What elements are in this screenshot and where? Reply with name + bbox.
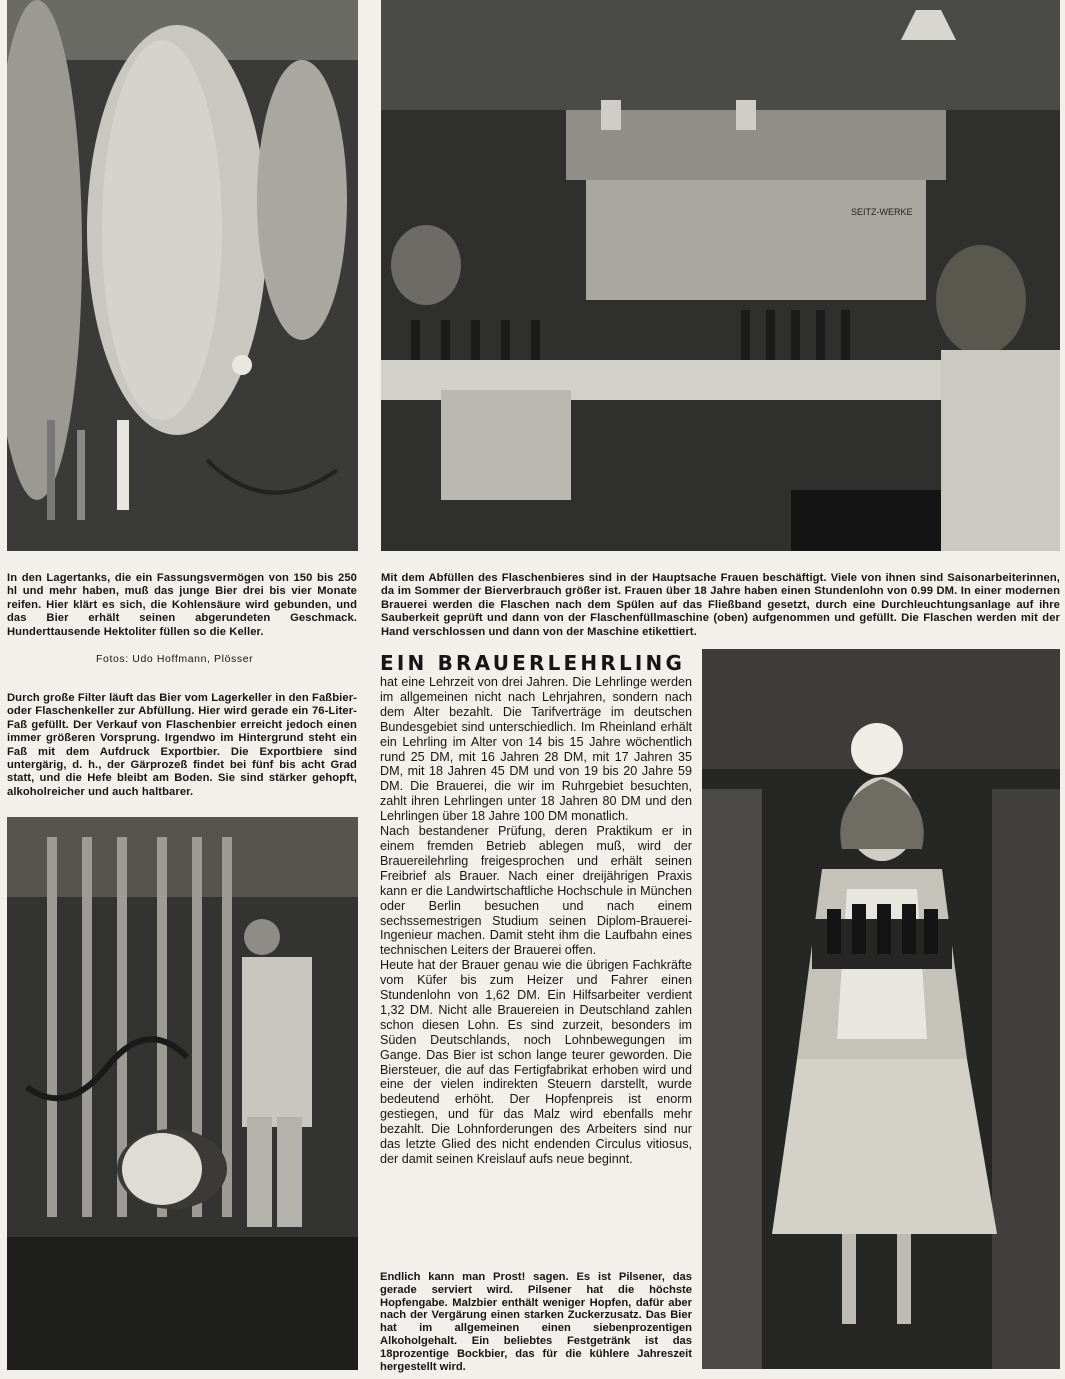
photo-bottling-line bbox=[381, 0, 1060, 551]
filter-worker-illustration bbox=[7, 817, 358, 1370]
article-headline: EIN BRAUERLEHRLING bbox=[380, 651, 686, 675]
article-paragraph-3: Heute hat der Brauer genau wie die übrigen Fachkräfte vom Küfer bis zum Heizer und Fahrer einen Stundenlohn von 1,62 DM. Ein Hilfsarbeiter verdient 1,32 DM. Nicht alle Brauereien in Deutschland zahlen schon diesen Lohn. Es sind zurzeit, besonders im Süden Deutschlands, noch Lohnbewegungen im Gange. Das Bier ist schon lange teurer geworden. Die Biersteuer, die auf das Fertigfabrikat erhoben wird und eine der vielen indirekten Steuern darstellt, wurde bedeutend erhöht. Der Hopfenpreis ist enorm gestiegen, und für das Malz wird ebenfalls mehr bezahlt. Die Lohnforderungen des Arbeiters sind nur das letzte Glied des nicht endenden Circulus vitiosus, der damit seinen Kreislauf aufs neue beginnt. bbox=[380, 958, 692, 1166]
machine-nameplate: SEITZ-WERKE bbox=[851, 207, 913, 217]
article-paragraph-1: hat eine Lehrzeit von drei Jahren. Die Lehrlinge werden im allgemeinen nicht nach Lehrjahren, sondern nach dem Alter bezahlt. Die Tarifverträge im deutschen Bundesgebiet sind unterschiedlich. Im Rheinland erhält ein Lehrling im Alter von 14 bis 15 Jahre wöchentlich rund 25 DM, mit 16 Jahren 28 DM, mit 17 Jahren 35 DM, mit 18 Jahren 45 DM und von 19 bis 20 Jahre 59 DM. Die Brauerei, die wir im Ruhrgebiet besuchten, zahlt ihren Lehrlingen unter 18 Jahren 80 DM und den Lehrlingen über 18 Jahre 100 DM monatlich. bbox=[380, 675, 692, 824]
waitress-illustration bbox=[702, 649, 1060, 1369]
photo-filter-barrel bbox=[7, 817, 358, 1370]
caption-filter: Durch große Filter läuft das Bier vom Lagerkeller in den Faßbier- oder Flaschenkeller zur Abfüllung. Hier wird gerade ein 76-Liter-Faß gefüllt. Der Verkauf von Flaschenbier erreicht jedoch einen immer größeren Vorsprung. Irgendwo im Hintergrund steht ein Faß mit dem Aufdruck Exportbier. Die Exportbiere sind untergärig, d. h., der Gärprozeß findet bei fünf bis acht Grad statt, und die Hefe bleibt am Boden. Sie sind stärker gehopft, alkoholreicher und auch haltbarer. bbox=[7, 692, 357, 798]
article-paragraph-2: Nach bestandener Prüfung, deren Praktikum er in einem fremden Betrieb ablegen muß, wird der Brauereilehrling freigesprochen und erhält seinen Freibrief als Brauer. Nach einer dreijährigen Praxis kann er die Landwirtschaftliche Hochschule in München oder Berlin besuchen und nach einem sechssemestrigen Studium seinen Diplom-Brauerei-Ingenieur machen. Damit steht ihm die Laufbahn eines technischen Leiters der Brauerei offen. bbox=[380, 824, 692, 958]
caption-prost: Endlich kann man Prost! sagen. Es ist Pilsener, das gerade serviert wird. Pilsener hat die höchste Hopfengabe. Malzbier enthält weniger Hopfen, dafür aber nach der Vergärung einen starken Zuckerzusatz. Das Bier hat im allgemeinen einen siebenprozentigen Alkoholgehalt. Ein beliebtes Festgetränk ist das 18prozentige Bockbier, das für die kühlere Jahreszeit hergestellt wird. bbox=[380, 1271, 692, 1373]
article-body bbox=[380, 675, 692, 1167]
photo-credit: Fotos: Udo Hoffmann, Plösser bbox=[96, 653, 254, 665]
photo-waitress bbox=[702, 649, 1060, 1369]
caption-bottling: Mit dem Abfüllen des Flaschenbieres sind in der Hauptsache Frauen beschäftigt. Viele von ihnen sind Saisonarbeiterinnen, da im Sommer der Bierverbrauch größer ist. Frauen über 18 Jahre haben einen Stundenlohn von 0.99 DM. In einer modernen Brauerei werden die Flaschen nach dem Spülen auf das Fließband gesetzt, durch eine Durchleuchtungsanlage auf ihre Sauberkeit geprüft und dann von der Flaschenfüllmaschine (oben) aufgenommen und gefüllt. Die Flaschen werden mit der Hand verschlossen und dann von der Maschine etikettiert. bbox=[381, 572, 1060, 638]
storage-tanks-illustration bbox=[7, 0, 358, 551]
caption-storage-tanks: In den Lagertanks, die ein Fassungsvermögen von 150 bis 250 hl und mehr haben, muß das junge Bier drei bis vier Monate reifen. Hier klärt es sich, die Kohlensäure wird gebunden, und das Bier erhält seinen abgerundeten Geschmack. Hunderttausende Hektoliter füllen so die Keller. bbox=[7, 572, 357, 638]
bottling-machine-illustration bbox=[381, 0, 1060, 551]
photo-storage-tanks bbox=[7, 0, 358, 551]
